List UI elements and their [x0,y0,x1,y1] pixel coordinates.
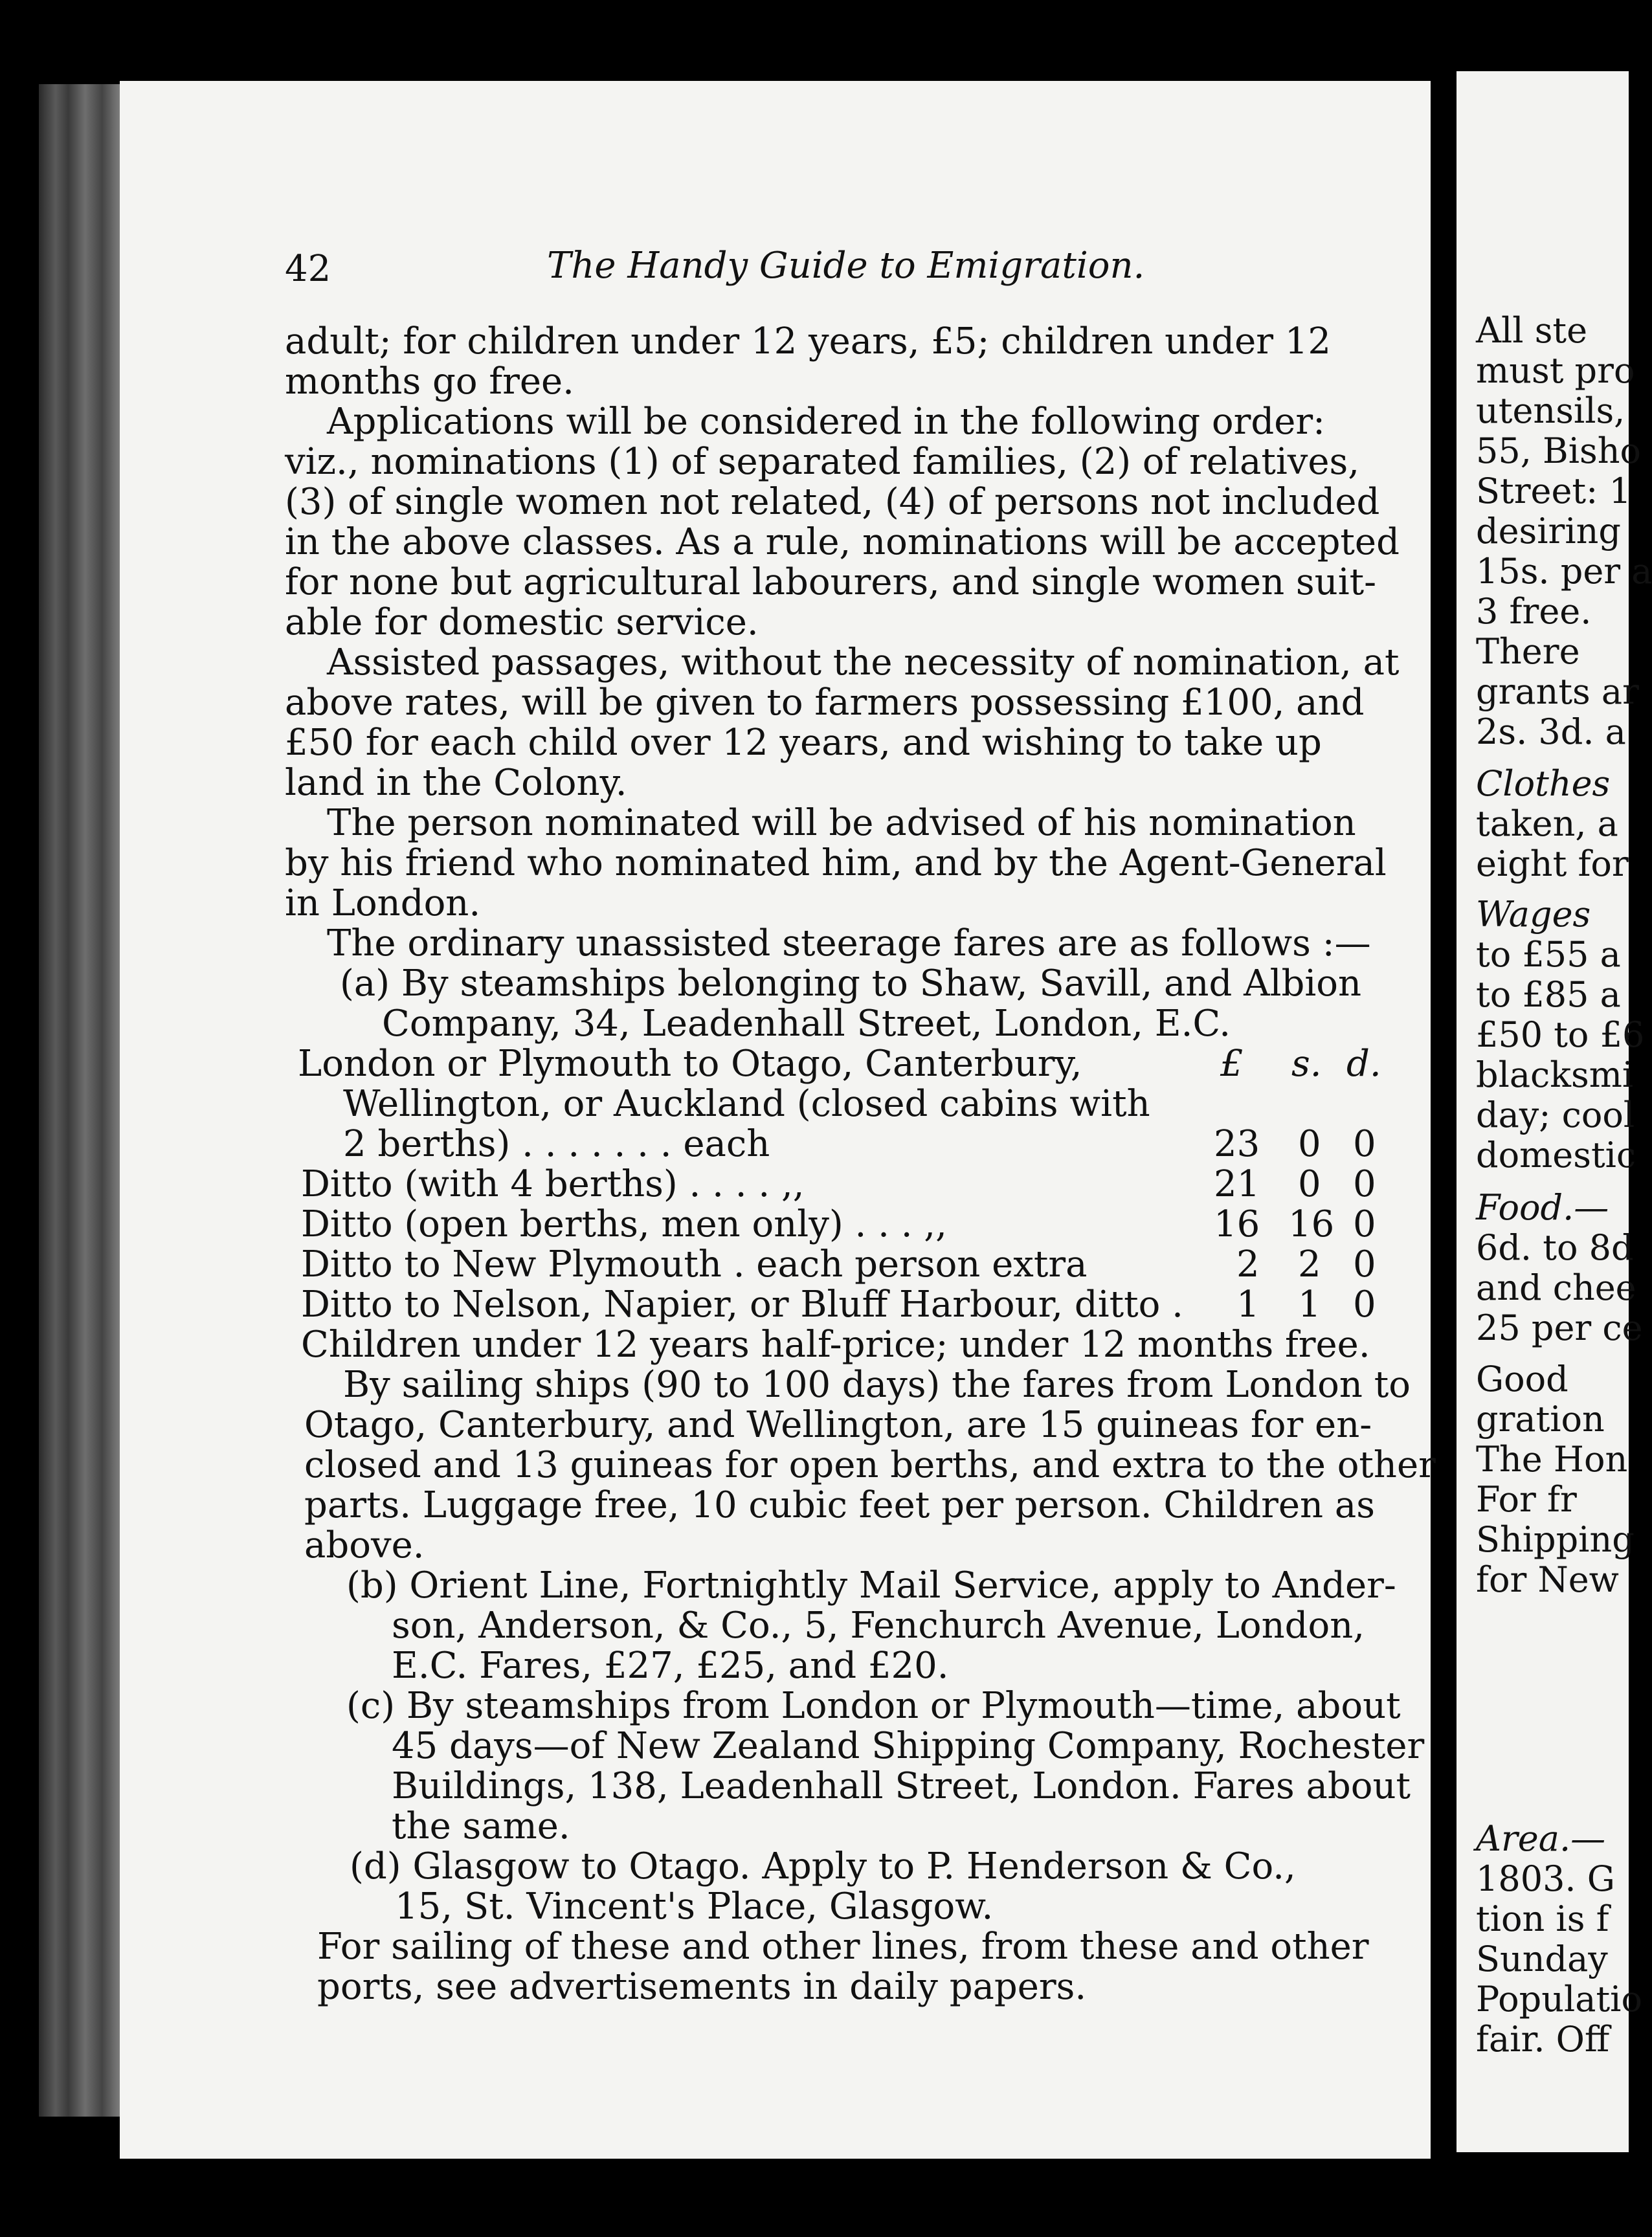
text-line: For sailing of these and other lines, from these and other [317,1926,1369,1968]
left-page [120,81,1436,2159]
fare-header-shillings: s. [1291,1043,1322,1085]
text-line: above. [304,1524,425,1566]
text-line: months go free. [285,361,574,403]
fare-shillings: 16 [1288,1203,1335,1245]
text-line: Assisted passages, without the necessity of nomination, at [327,641,1400,684]
text-fragment: 1803. G [1476,1858,1615,1899]
text-line: (3) of single women not related, (4) of persons not included [285,481,1380,523]
text-fragment: Wages [1476,894,1591,935]
fare-pounds: 21 [1214,1163,1260,1205]
text-fragment: desiring [1476,511,1621,551]
text-fragment: Food.— [1476,1187,1609,1228]
text-fragment: £50 to £6 [1476,1014,1645,1055]
text-line: adult; for children under 12 years, £5; children under 12 [285,320,1332,362]
text-fragment: 15s. per a [1476,551,1652,592]
text-line: parts. Luggage free, 10 cubic feet per person. Children as [304,1484,1375,1526]
fare-pence: 0 [1353,1163,1376,1205]
fare-pence: 0 [1353,1243,1376,1285]
text-fragment: For fr [1476,1479,1577,1520]
text-fragment: grants ar [1476,671,1639,712]
text-line: 45 days—of New Zealand Shipping Company, Rochester [392,1725,1425,1767]
text-fragment: Populatio [1476,1979,1642,2020]
text-fragment: must pro [1476,350,1635,391]
fare-route-line: Ditto to New Plymouth . each person extra [301,1243,1088,1285]
page-number: 42 [285,248,331,290]
text-line: (c) By steamships from London or Plymouth—time, about [346,1685,1401,1727]
text-fragment: utensils, [1476,390,1625,431]
text-fragment: 2s. 3d. a [1476,711,1626,752]
text-fragment: 3 free. [1476,591,1592,632]
text-line: 15, St. Vincent's Place, Glasgow. [395,1886,994,1928]
text-line: Company, 34, Leadenhall Street, London, E.C. [382,1003,1231,1045]
text-line: above rates, will be given to farmers possessing £100, and [285,682,1365,724]
text-fragment: Sunday [1476,1939,1608,1979]
text-line: able for domestic service. [285,601,759,643]
text-line: E.C. Fares, £27, £25, and £20. [392,1645,949,1687]
text-fragment: 55, Bisho [1476,430,1641,471]
text-fragment: Clothes [1476,763,1611,804]
text-line: Otago, Canterbury, and Wellington, are 15 guineas for en- [304,1404,1372,1446]
text-line: The person nominated will be advised of his nomination [327,802,1356,844]
text-line: By sailing ships (90 to 100 days) the fares from London to [343,1364,1411,1406]
fare-route-line: London or Plymouth to Otago, Canterbury, [298,1043,1082,1085]
right-page-fragment [1457,71,1652,2152]
text-fragment: Good [1476,1359,1568,1399]
fare-pounds: 1 [1236,1284,1260,1326]
fare-header-pence: d. [1346,1043,1381,1085]
text-line: ports, see advertisements in daily papers. [317,1966,1087,2008]
text-fragment: fair. Off [1476,2019,1610,2060]
text-fragment: 25 per ce [1476,1308,1643,1348]
fare-pence: 0 [1353,1284,1376,1326]
fare-route-line: Ditto (open berths, men only) . . . ,, [301,1203,947,1245]
text-line: Buildings, 138, Leadenhall Street, London. Fares about [392,1765,1411,1807]
text-fragment: eight for [1476,843,1629,884]
fare-pounds: 23 [1214,1123,1260,1165]
text-line: in the above classes. As a rule, nominations will be accepted [285,521,1400,563]
text-fragment: and chee [1476,1267,1636,1308]
text-line: by his friend who nominated him, and by the Agent-General [285,842,1387,884]
text-line: in London. [285,882,481,924]
text-line: son, Anderson, & Co., 5, Fenchurch Avenue, London, [392,1605,1365,1647]
fare-route-line: Ditto to Nelson, Napier, or Bluff Harbour, ditto . [301,1284,1183,1326]
text-line: closed and 13 guineas for open berths, and extra to the other [304,1444,1436,1486]
text-fragment: to £85 a [1476,974,1621,1015]
text-fragment: The Hon [1476,1439,1628,1480]
text-line: (b) Orient Line, Fortnightly Mail Service, apply to Ander- [346,1564,1396,1607]
text-fragment: to £55 a [1476,934,1621,975]
book-spine-edge [39,84,123,2117]
text-fragment: tion is f [1476,1898,1609,1939]
fare-pence: 0 [1353,1203,1376,1245]
fare-route-line: Wellington, or Auckland (closed cabins with [343,1083,1150,1125]
fare-header-pounds: £ [1220,1043,1244,1085]
text-fragment: day; cool [1476,1095,1635,1135]
text-fragment: Street: 1 [1476,471,1631,511]
text-line: £50 for each child over 12 years, and wishing to take up [285,722,1322,764]
text-fragment: taken, a [1476,803,1618,844]
text-fragment: Area.— [1476,1818,1606,1859]
text-line: Applications will be considered in the following order: [327,401,1325,443]
text-fragment: gration [1476,1399,1605,1440]
running-title: The Handy Guide to Emigration. [547,245,1145,287]
text-fragment: Shipping [1476,1519,1635,1560]
fare-shillings: 0 [1298,1123,1321,1165]
fare-pounds: 16 [1214,1203,1260,1245]
fare-shillings: 1 [1298,1284,1321,1326]
fare-pounds: 2 [1236,1243,1260,1285]
text-line: viz., nominations (1) of separated families, (2) of relatives, [285,441,1360,483]
text-line: (a) By steamships belonging to Shaw, Savill, and Albion [340,963,1362,1005]
text-line: Children under 12 years half-price; under 12 months free. [301,1324,1370,1366]
text-line: for none but agricultural labourers, and single women suit- [285,561,1377,603]
fare-route-line: Ditto (with 4 berths) . . . . ,, [301,1163,805,1205]
text-line: (d) Glasgow to Otago. Apply to P. Henderson & Co., [350,1845,1296,1887]
text-fragment: for New [1476,1559,1619,1600]
fare-pence: 0 [1353,1123,1376,1165]
fare-route-line: 2 berths) . . . . . . . each [343,1123,770,1165]
text-line: land in the Colony. [285,762,627,804]
text-fragment: 6d. to 8d [1476,1227,1634,1268]
text-fragment: domestic [1476,1135,1636,1175]
fare-shillings: 0 [1298,1163,1321,1205]
text-line: The ordinary unassisted steerage fares are as follows :— [327,922,1371,964]
text-fragment: blacksmi [1476,1054,1634,1095]
text-fragment: All ste [1476,310,1588,351]
fare-shillings: 2 [1298,1243,1321,1285]
text-line: the same. [392,1805,570,1847]
text-fragment: There [1476,631,1580,672]
